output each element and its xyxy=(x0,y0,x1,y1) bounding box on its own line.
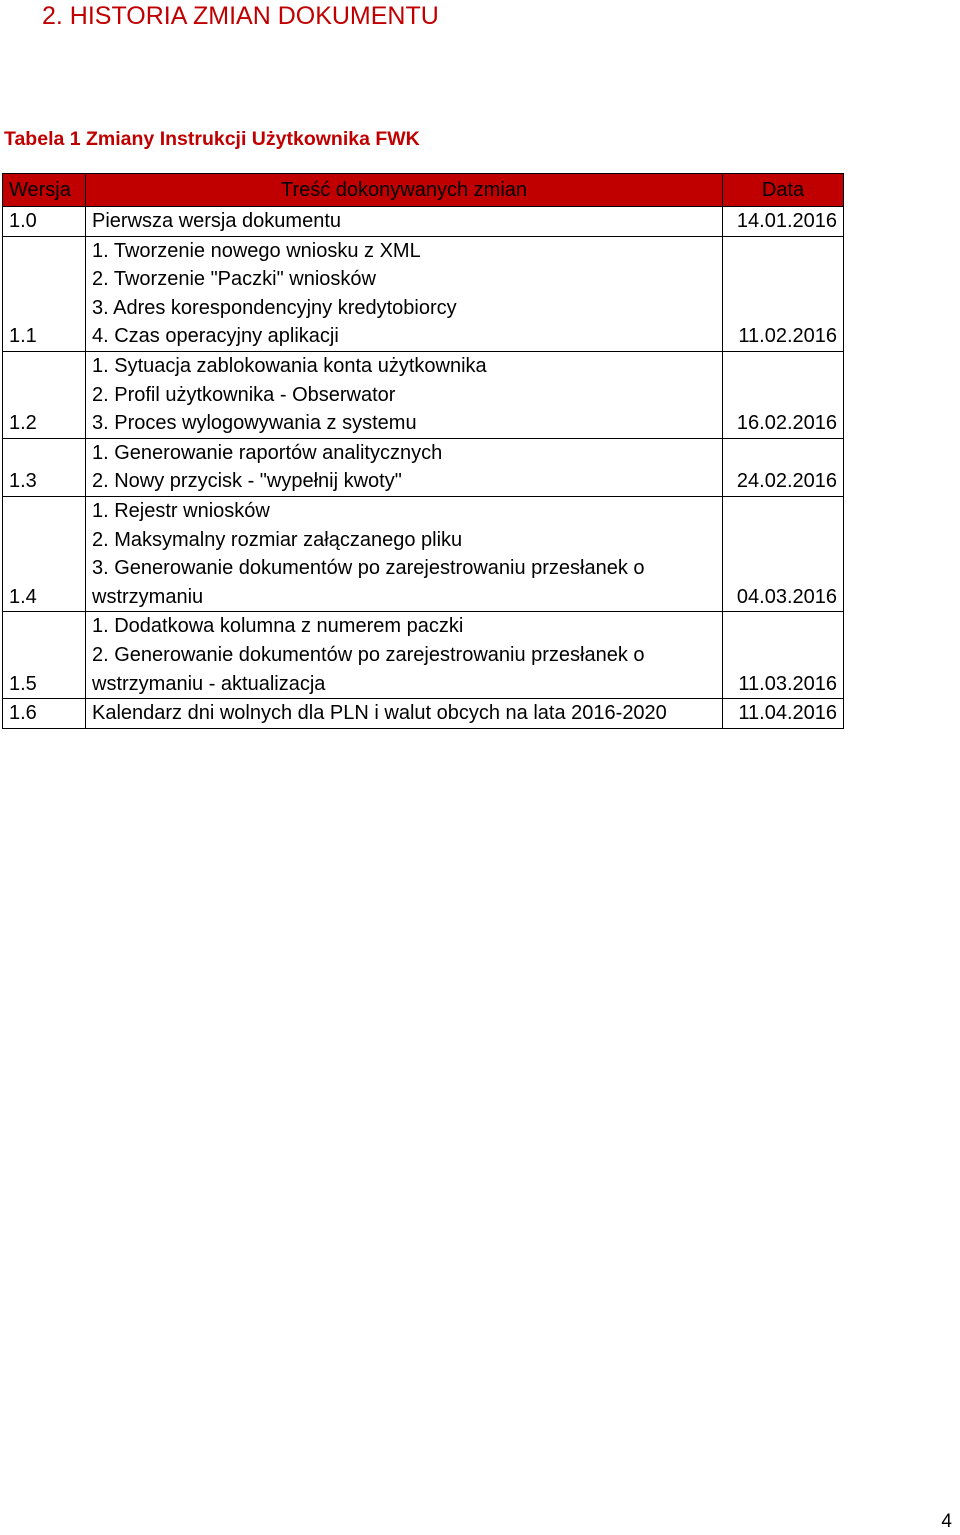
table-row xyxy=(3,207,844,237)
change-item: 1. Tworzenie nowego wniosku z XML xyxy=(92,239,421,262)
date-cell: 14.01.2016 xyxy=(723,207,844,237)
change-item: 2. Maksymalny rozmiar załączanego pliku xyxy=(92,528,463,551)
version-cell: 1.0 xyxy=(3,207,86,237)
content-cell xyxy=(86,612,723,699)
change-item: 1. Dodatkowa kolumna z numerem paczki xyxy=(92,615,464,638)
change-item: 2. Tworzenie "Paczki" wniosków xyxy=(92,268,376,291)
content-cell xyxy=(86,699,723,729)
version-cell: 1.2 xyxy=(3,351,86,438)
change-item: 2. Generowanie dokumentów po zarejestrowaniu przesłanek o xyxy=(92,643,645,666)
table-row xyxy=(3,438,844,496)
table-row xyxy=(3,612,844,699)
change-item: Pierwsza wersja dokumentu xyxy=(92,210,341,232)
change-item: 1. Rejestr wniosków xyxy=(92,499,270,522)
table-row xyxy=(3,351,844,438)
table-row xyxy=(3,236,844,351)
version-cell: 1.1 xyxy=(3,236,86,351)
version-cell: 1.4 xyxy=(3,496,86,611)
date-cell: 11.02.2016 xyxy=(723,236,844,351)
change-item: 2. Nowy przycisk - "wypełnij kwoty" xyxy=(92,470,402,493)
column-header-date: Data xyxy=(723,174,844,207)
date-cell: 16.02.2016 xyxy=(723,351,844,438)
content-cell xyxy=(86,438,723,496)
column-header-version: Wersja xyxy=(3,174,86,207)
page-number: 4 xyxy=(941,1511,952,1532)
version-cell: 1.6 xyxy=(3,699,86,729)
table-row xyxy=(3,699,844,729)
change-item: 3. Adres korespondencyjny kredytobiorcy xyxy=(92,296,457,319)
version-cell: 1.5 xyxy=(3,612,86,699)
change-item: 3. Proces wylogowywania z systemu xyxy=(92,412,417,435)
change-history-table xyxy=(2,173,844,729)
date-cell: 04.03.2016 xyxy=(723,496,844,611)
date-cell: 11.04.2016 xyxy=(723,699,844,729)
content-cell xyxy=(86,236,723,351)
table-row xyxy=(3,496,844,611)
change-item: 3. Generowanie dokumentów po zarejestrowaniu przesłanek o xyxy=(92,557,645,580)
version-cell: 1.3 xyxy=(3,438,86,496)
table-body xyxy=(3,207,844,729)
date-cell: 24.02.2016 xyxy=(723,438,844,496)
change-item: wstrzymaniu - aktualizacja xyxy=(92,672,326,695)
table-header-row xyxy=(3,174,844,207)
content-cell xyxy=(86,496,723,611)
change-item: 1. Sytuacja zablokowania konta użytkownika xyxy=(92,354,487,377)
table-caption: Tabela 1 Zmiany Instrukcji Użytkownika FWK xyxy=(4,128,420,150)
content-cell xyxy=(86,351,723,438)
change-item: 4. Czas operacyjny aplikacji xyxy=(92,325,339,348)
column-header-content: Treść dokonywanych zmian xyxy=(86,174,723,207)
section-heading: 2. HISTORIA ZMIAN DOKUMENTU xyxy=(42,2,439,30)
date-cell: 11.03.2016 xyxy=(723,612,844,699)
content-cell xyxy=(86,207,723,237)
change-item: 1. Generowanie raportów analitycznych xyxy=(92,441,443,464)
change-item: wstrzymaniu xyxy=(92,585,204,608)
change-item: Kalendarz dni wolnych dla PLN i walut obcych na lata 2016-2020 xyxy=(92,702,667,725)
change-item: 2. Profil użytkownika - Obserwator xyxy=(92,383,396,406)
